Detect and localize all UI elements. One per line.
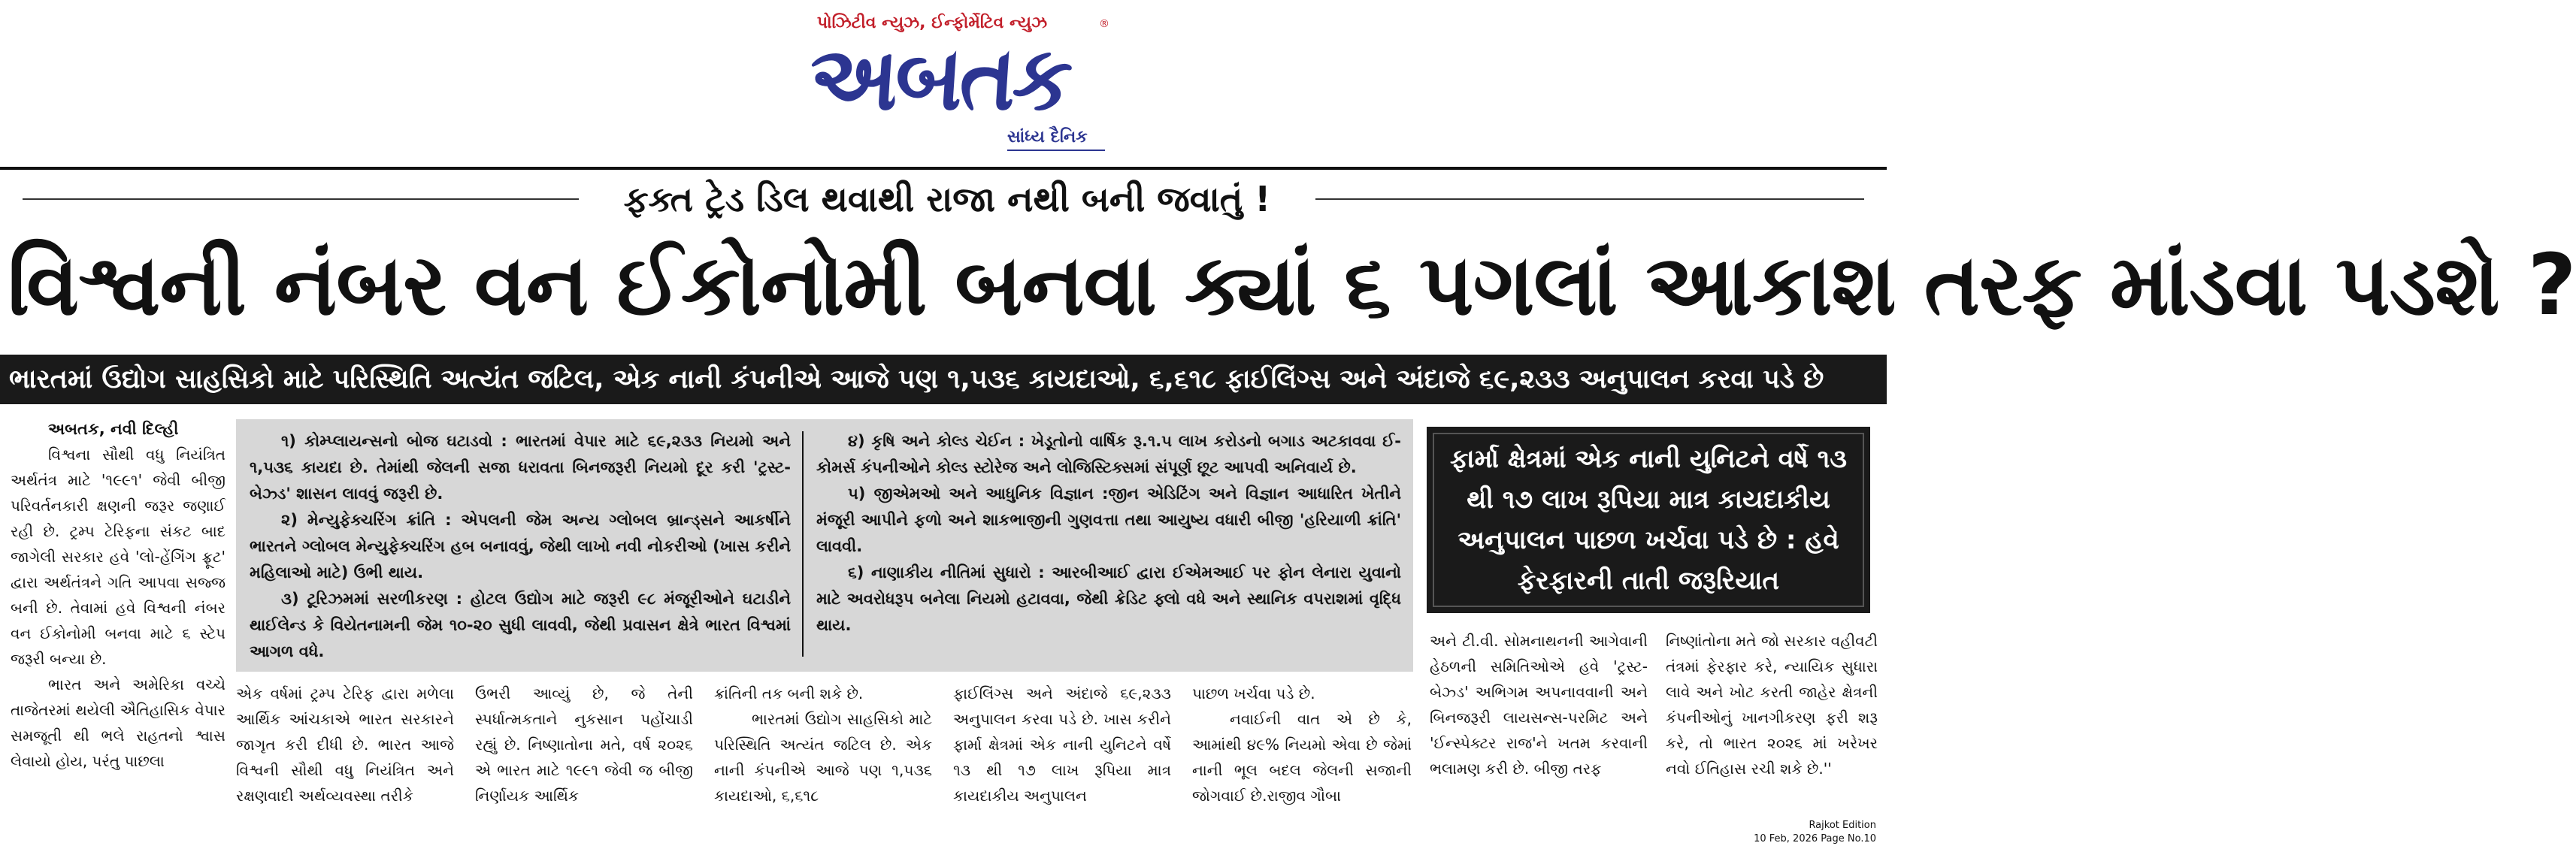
masthead-tagline: પોઝિટીવ ન્યુઝ, ઈન્ફોર્મેટિવ ન્યુઝ xyxy=(816,14,1048,32)
article-column-8 xyxy=(1666,628,1878,808)
article-column-4 xyxy=(714,681,932,808)
edition-info xyxy=(1754,819,1876,846)
article-paragraph: ભારતમાં ઉદ્યોગ સાહસિકો માટે પરિસ્થિતિ અત્યંત જટિલ છે. એક નાની કંપનીએ આજે પણ ૧,૫૩૬ કાયદાઓ, ૬,૬૧૮ xyxy=(714,710,932,805)
point-item: ૬) નાણાકીય નીતિમાં સુધારો : આરબીઆઈ દ્વારા ઈએમઆઈ પર ફોન લેનારા યુવાનો માટે અવરોધરૂપ બનેલા નિયમો હટાવવા, જેથી ક્રેડિટ ફ્લો વધે અને સ્થાનિક વપરાશમાં વૃદ્ધિ થાય. xyxy=(816,563,1401,634)
subhead-bar xyxy=(0,355,1887,404)
subtag-underline xyxy=(1007,150,1105,151)
article-column-3 xyxy=(475,681,693,808)
article-paragraph: નિષ્ણાંતોના મતે જો સરકાર વહીવટી તંત્રમાં ફેરફાર કરે, ન્યાયિક સુધારા લાવે અને ખોટ કરતી જાહેર ક્ષેત્રની કંપનીઓનું ખાનગીકરણ ફરી શરૂ કરે, તો ભારત ૨૦૨૬ માં ખરેખર નવો ઈતિહાસ રચી શકે છે.'' xyxy=(1666,632,1878,778)
article-paragraph: પાછળ ખર્ચવા પડે છે. xyxy=(1192,684,1315,702)
dateline: અબતક, નવી દિલ્હી xyxy=(48,420,179,438)
article-column-2 xyxy=(236,681,454,808)
masthead xyxy=(0,0,1887,167)
main-headline: વિશ્વની નંબર વન ઈકોનોમી બનવા ક્યાં ૬ પગલાં આકાશ તરફ માંડવા પડશે ? xyxy=(8,237,2576,334)
masthead-subtag: સાંધ્ય દૈનિક xyxy=(1007,128,1088,147)
article-column-7 xyxy=(1430,628,1648,808)
key-points-box xyxy=(236,419,1413,672)
points-left-column xyxy=(250,428,791,666)
point-item: ૩) ટૂરિઝમમાં સરળીકરણ : હોટલ ઉદ્યોગ માટે જરૂરી ૯૮ મંજૂરીઓને ઘટાડીને થાઈલેન્ડ કે વિયેતનામની જેમ ૧૦-૨૦ સુધી લાવવી, જેથી પ્રવાસન ક્ષેત્રે ભારત વિશ્વમાં આગળ વધે. xyxy=(250,590,791,660)
point-item: ૨) મેન્યુફેક્ચરિંગ ક્રાંતિ : એપલની જેમ અન્ય ગ્લોબલ બ્રાન્ડ્સને આકર્ષીને ભારતને ગ્લોબલ મેન્યુફેક્ચરિંગ હબ બનાવવું, જેથી લાખો નવી નોકરીઓ (ખાસ કરીને મહિલાઓ માટે) ઉભી થાય. xyxy=(250,511,791,582)
points-divider xyxy=(802,431,804,657)
article-column-5 xyxy=(953,681,1171,808)
registered-mark: ® xyxy=(1099,18,1109,30)
point-item: ૧) કોમ્પ્લાયન્સનો બોજ ઘટાડવો : ભારતમાં વેપાર માટે ૬૯,૨૩૩ નિયમો અને ૧,૫૩૬ કાયદા છે. તેમાંથી જેલની સજા ધરાવતા બિનજરૂરી નિયમો દૂર કરી 'ટ્રસ્ટ-બેઝ્ડ' શાસન લાવવું જરૂરી છે. xyxy=(250,432,792,503)
callout-text: ફાર્મા ક્ષેત્રમાં એક નાની યુનિટને વર્ષે ૧૩ થી ૧૭ લાખ રૂપિયા માત્ર કાયદાકીય અનુપાલન પાછળ ખર્ચવા પડે છે : હવે ફેરફારની તાતી જરૂરિયાત xyxy=(1450,444,1847,596)
article-paragraph: એક વર્ષમાં ટ્રમ્પ ટેરિફ દ્વારા મળેલા આર્થિક આંચકાએ ભારત સરકારને જાગૃત કરી દીધી છે. ભારત આજે વિશ્વની સૌથી વધુ નિયંત્રિત અને રક્ષણવાદી અર્થવ્યવસ્થા તરીકે xyxy=(236,684,454,805)
logo-text: અબતક xyxy=(806,27,1073,131)
callout-box xyxy=(1427,427,1870,613)
subhead-text: ભારતમાં ઉદ્યોગ સાહસિકો માટે પરિસ્થિતિ અત્યંત જટિલ, એક નાની કંપનીએ આજે પણ ૧,૫૩૬ કાયદાઓ, ૬,૬૧૮ ફાઈલિંગ્સ અને અંદાજે ૬૯,૨૩૩ અનુપાલન કરવા પડે છે xyxy=(9,364,1824,394)
article-paragraph: ફાઈલિંગ્સ અને અંદાજે ૬૯,૨૩૩ અનુપાલન કરવા પડે છે. ખાસ કરીને ફાર્મા ક્ષેત્રમાં એક નાની યુનિટને વર્ષે ૧૩ થી ૧૭ લાખ રૂપિયા માત્ર કાયદાકીય અનુપાલન xyxy=(953,684,1171,805)
article-paragraph: ભારત અને અમેરિકા વચ્ચે તાજેતરમાં થયેલી ઐતિહાસિક વેપાર સમજૂતી થી ભલે રાહતનો શ્વાસ લેવાયો હોય, પરંતુ પાછલા xyxy=(11,675,226,770)
article-paragraph: અને ટી.વી. સોમનાથનની આગેવાની હેઠળની સમિતિઓએ હવે 'ટ્રસ્ટ-બેઝ્ડ' અભિગમ અપનાવવાની અને બિનજરૂરી લાયસન્સ-પરમિટ અને 'ઈન્સ્પેક્ટર રાજ'ને ખતમ કરવાની ભલામણ કરી છે. બીજી તરફ xyxy=(1430,632,1648,778)
newspaper-logo xyxy=(774,27,1105,131)
edition-name: Rajkot Edition xyxy=(1809,820,1876,831)
kicker-rule-left xyxy=(23,198,579,200)
article-column-6 xyxy=(1192,681,1412,808)
article-paragraph: નવાઈની વાત એ છે કે, આમાંથી ૪૯% નિયમો એવા છે જેમાં નાની ભૂલ બદલ જેલની સજાની જોગવાઈ છે.રાજીવ ગૌબા xyxy=(1192,710,1412,805)
article-paragraph: ક્રાંતિની તક બની શકે છે. xyxy=(714,684,864,702)
kicker-rule-right xyxy=(1315,198,1864,200)
points-right-column xyxy=(816,428,1401,666)
article-paragraph: વિશ્વના સૌથી વધુ નિયંત્રિત અર્થતંત્ર માટે '૧૯૯૧' જેવી બીજી પરિવર્તનકારી ક્ષણની જરૂર જણાઈ રહી છે. ટ્રમ્પ ટેરિફના સંકટ બાદ જાગેલી સરકાર હવે 'લો-હેંગિંગ ફ્રૂટ' દ્વારા અર્થતંત્રને ગતિ આપવા સજ્જ બની છે. તેવામાં હવે વિશ્વની નંબર વન ઈકોનોમી બનવા માટે ૬ સ્ટેપ જરૂરી બન્યા છે. xyxy=(11,446,226,668)
edition-date-page: 10 Feb, 2026 Page No.10 xyxy=(1754,833,1876,844)
article-paragraph: ઉભરી આવ્યું છે, જે તેની સ્પર્ધાત્મકતાને નુકસાન પહોંચાડી રહ્યું છે. નિષ્ણાતોના મતે, વર્ષ ૨૦૨૬ એ ભારત માટે ૧૯૯૧ જેવી જ બીજી નિર્ણાયક આર્થિક xyxy=(475,684,693,805)
kicker-text: ફક્ત ટ્રેડ ડિલ થવાથી રાજા નથી બની જવાતું ! xyxy=(623,179,1271,219)
point-item: ૪) કૃષિ અને કોલ્ડ ચેઈન : ખેડૂતોનો વાર્ષિક રૂ.૧.૫ લાખ કરોડનો બગાડ અટકાવવા ઈ-કોમર્સ કંપનીઓને કોલ્ડ સ્ટોરેજ અને લોજિસ્ટિક્સમાં સંપૂર્ણ છૂટ આપવી અનિવાર્ય છે. xyxy=(816,432,1401,476)
article-column-1 xyxy=(11,416,226,807)
kicker-row xyxy=(0,176,1887,224)
point-item: ૫) જીએમઓ અને આધુનિક વિજ્ઞાન :જીન એડિટિંગ અને વિજ્ઞાન આધારિત ખેતીને મંજૂરી આપીને ફળો અને શાકભાજીની ગુણવત્તા તથા આયુષ્ય વધારી બીજી 'હરિયાળી ક્રાંતિ' લાવવી. xyxy=(816,485,1401,555)
masthead-divider xyxy=(0,167,1887,170)
